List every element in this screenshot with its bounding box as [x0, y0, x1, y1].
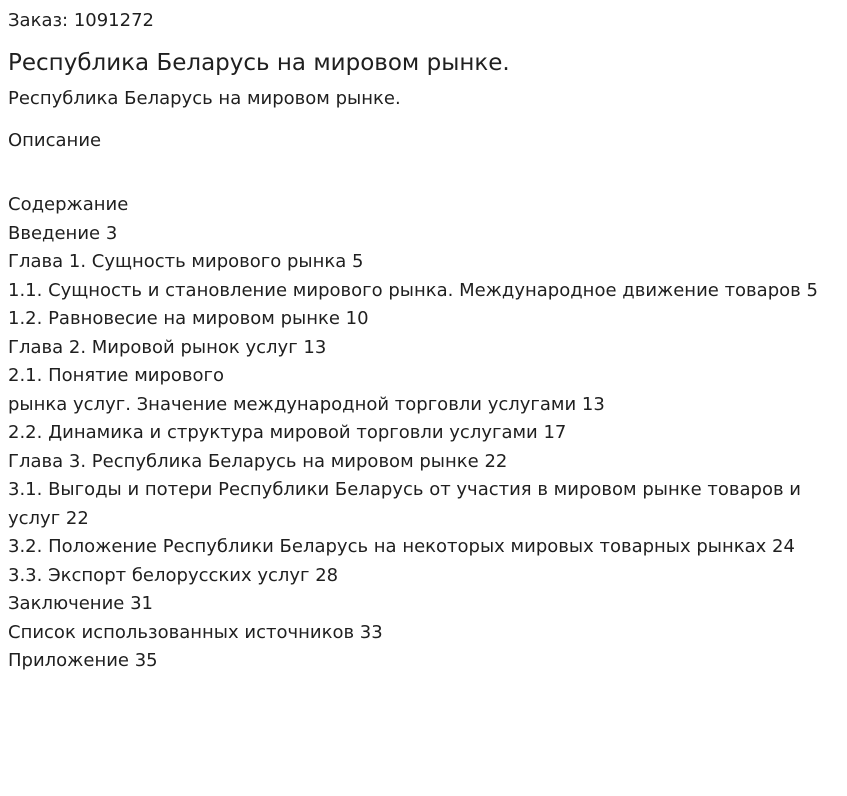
page-title: Республика Беларусь на мировом рынке.: [8, 50, 510, 76]
toc-line: Глава 1. Сущность мирового рынка 5: [8, 251, 364, 272]
toc-line: 1.1. Сущность и становление мирового рынка. Международное движение товаров 5: [8, 279, 818, 301]
toc-line: Введение 3: [8, 222, 118, 244]
toc-heading: Содержание: [8, 194, 129, 215]
toc-line: 3.3. Экспорт белорусских услуг 28: [8, 564, 339, 586]
table-of-contents: [8, 191, 844, 676]
toc-line: рынка услуг. Значение международной торговли услугами 13: [8, 393, 605, 415]
toc-line: 2.2. Динамика и структура мировой торговли услугами 17: [8, 422, 567, 443]
toc-line: 3.1. Выгоды и потери Республики Беларусь от участия в мировом рынке товаров и услуг 22: [8, 479, 802, 529]
page-subtitle: Республика Беларусь на мировом рынке.: [8, 88, 401, 109]
toc-line: Список использованных источников 33: [8, 621, 383, 643]
order-number: Заказ: 1091272: [8, 10, 154, 31]
toc-line: Глава 2. Мировой рынок услуг 13: [8, 336, 327, 358]
toc-line: Приложение 35: [8, 650, 158, 671]
toc-line: 3.2. Положение Республики Беларусь на некоторых мировых товарных рынках 24: [8, 536, 795, 557]
toc-line: Глава 3. Республика Беларусь на мировом рынке 22: [8, 450, 508, 472]
toc-line: Заключение 31: [8, 593, 153, 614]
toc-line: 2.1. Понятие мирового: [8, 365, 224, 386]
description-label: Описание: [8, 130, 102, 151]
toc-line: 1.2. Равновесие на мировом рынке 10: [8, 308, 369, 329]
